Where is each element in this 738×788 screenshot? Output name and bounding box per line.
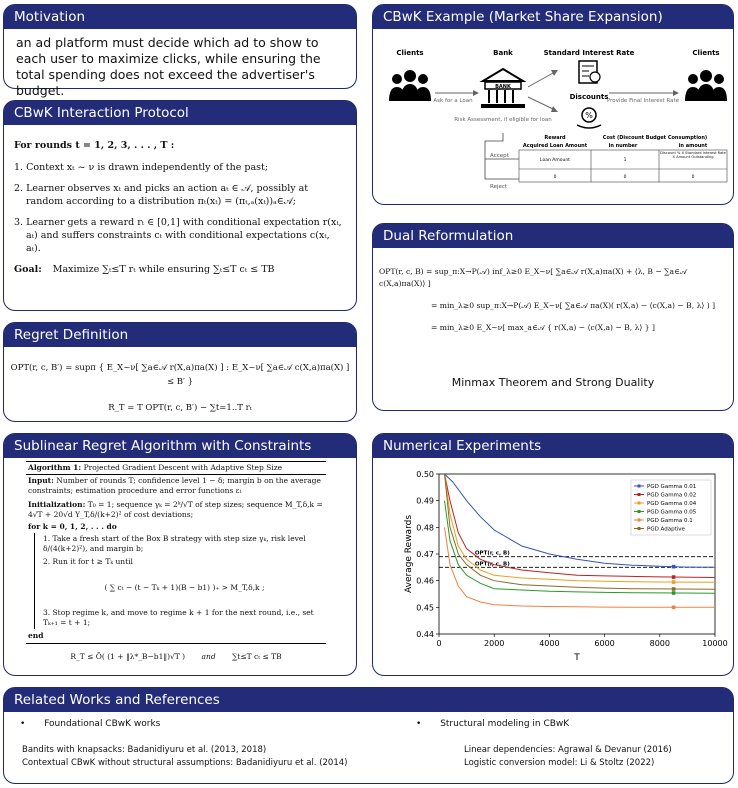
- related-right-item-2: Logistic conversion model: Li & Stoltz (2022): [464, 758, 655, 768]
- regret-equation-opt: OPT(r, c, B′) = supπ { E_X~ν[ ∑a∈𝒜 r(X,a)πa(X) ] : E_X~ν[ ∑a∈𝒜 c(X,a)πa(X) ] ≤ B′ }: [10, 363, 350, 387]
- dual-title: Dual Reformulation: [373, 224, 733, 248]
- algorithm-caption-label: Algorithm 1:: [28, 463, 82, 472]
- reward-subheader: Acquired Loan Amount: [522, 143, 588, 149]
- legend-marker: [638, 527, 641, 530]
- protocol-title: CBwK Interaction Protocol: [4, 101, 356, 125]
- numerical-panel: [372, 433, 734, 676]
- series-end-marker: [672, 565, 676, 569]
- table-cell-discount-formula: Discount % X Standard Interest Rate X Amount Outstanding: [660, 151, 726, 160]
- y-tick-label: 0.49: [416, 496, 434, 506]
- dual-equation-1: OPT(r, c, B) = sup_π:X→P(𝒜) inf_λ≥0 E_X~ν[ ∑a∈𝒜 r(X,a)πa(X) + ⟨λ, B − ∑a∈𝒜 c(X,a)πa(X)⟩ ]: [379, 267, 687, 288]
- regret-equation-rt: R_T = T OPT(r, c, B′) − ∑t=1..T rₜ: [108, 403, 252, 413]
- algorithm-init: T₀ = 1; sequence γₖ = 2ᵏ/√T of step sizes; sequence M_T,δ,k = 4√T + 20√d Υ_T,δ/(k+2)² of cost deviations;: [28, 500, 323, 519]
- y-axis-label: Average Rewards: [404, 514, 414, 594]
- dual-equation-2: = min_λ≥0 sup_π:X→P(𝒜) E_X~ν[ ∑a∈𝒜 πa(X)( r(X,a) − ⟨c(X,a) − B, λ⟩ ) ]: [431, 301, 716, 310]
- series-end-marker: [672, 587, 676, 591]
- x-tick-label: 6000: [594, 639, 615, 648]
- bank-sign: BANK: [495, 84, 511, 90]
- legend-label: PGD Gamma 0.02: [647, 492, 697, 499]
- algorithm-end: end: [26, 629, 326, 644]
- provide-final-label: Provide Final Interest Rate: [606, 98, 680, 104]
- motivation-title: Motivation: [4, 5, 356, 29]
- reject-label: Reject: [490, 184, 508, 190]
- protocol-step-3: 3. Learner gets a reward rₜ ∈ [0,1] with conditional expectation r(xₜ, aₜ) and suffers constraints cₜ with conditional expectations c(xₜ, aₜ).: [14, 217, 342, 254]
- table-cell-zero-a: 0: [553, 175, 557, 180]
- algorithm-step-3: 3. Stop regime k, and move to regime k + 1 for the next round, i.e., set Tₖ₊₁ = t + 1;: [43, 608, 314, 627]
- algorithm-condition: ( ∑ cₜ − (t − Tₖ + 1)(B − b1) )₊ > M_T,δ,k ;: [104, 583, 265, 592]
- bank-label: Bank: [493, 49, 513, 57]
- x-tick-label: 2000: [484, 639, 505, 648]
- related-left-item-1: Bandits with knapsacks: Badanidiyuru et al. (2013, 2018): [22, 745, 267, 755]
- algorithm-step-1: 1. Take a fresh start of the Box B strategy with step size γₖ, risk level δ/(4(k+2)²), and margin b;: [43, 534, 306, 553]
- table-cell-loan-amount: Loan Amount: [540, 158, 570, 163]
- example-panel: [372, 4, 734, 205]
- legend-marker: [638, 493, 641, 496]
- bound-constraint: ∑t≤T cₜ ≤ TB: [232, 652, 282, 661]
- related-title: Related Works and References: [4, 688, 733, 712]
- legend-marker: [638, 485, 641, 488]
- protocol-step-2: 2. Learner observes xₜ and picks an action aₜ ∈ 𝒜, possibly at random according to a distribution πₜ(xₜ) = (πₜ,ₐ(xₜ))ₐ∈𝒜;: [14, 183, 309, 207]
- algorithm-init-label: Initialization:: [28, 500, 86, 509]
- y-tick-label: 0.45: [416, 603, 434, 613]
- legend-marker: [638, 510, 641, 513]
- y-tick-label: 0.44: [416, 630, 434, 639]
- x-tick-label: 10000: [702, 639, 728, 648]
- protocol-step-1: 1. Context xₜ ~ ν is drawn independently of the past;: [14, 162, 269, 173]
- table-cell-one: 1: [623, 158, 627, 163]
- example-diagram: [373, 29, 735, 205]
- x-tick-label: 0: [436, 639, 442, 648]
- algorithm-input-label: Input:: [28, 476, 54, 485]
- x-tick-label: 4000: [539, 639, 560, 648]
- y-tick-label: 0.46: [416, 576, 434, 586]
- dual-equation-3: = min_λ≥0 E_X~ν[ max_a∈𝒜 { r(X,a) − ⟨c(X,a) − B, λ⟩ } ]: [431, 323, 655, 332]
- motivation-panel: [3, 4, 357, 98]
- x-axis-label: T: [574, 653, 580, 663]
- legend-label: PGD Adaptive: [647, 526, 685, 533]
- related-right-bullet-dot: •: [416, 719, 422, 729]
- example-title: CBwK Example (Market Share Expansion): [373, 5, 733, 29]
- x-tick-label: 8000: [649, 639, 670, 648]
- rewards-chart: [373, 458, 733, 676]
- cost-subheader-number: in number: [608, 143, 638, 149]
- algorithm-panel: [3, 433, 357, 676]
- bound-and: and: [201, 652, 216, 661]
- standard-rate-label: Standard Interest Rate: [543, 49, 635, 57]
- series-end-marker: [672, 591, 676, 595]
- standard-rate-icon: [579, 61, 600, 83]
- algorithm-title: Sublinear Regret Algorithm with Constraints: [4, 434, 356, 458]
- legend-label: PGD Gamma 0.04: [647, 501, 697, 507]
- numerical-title: Numerical Experiments: [373, 434, 733, 458]
- algorithm-step-2: 2. Run it for t ≥ Tₖ until: [43, 557, 133, 566]
- clients-left-icon: [389, 70, 431, 101]
- cost-header: Cost (Discount Budget Consumption): [602, 135, 708, 141]
- legend-marker: [638, 502, 641, 505]
- ask-loan-label: Ask for a Loan: [433, 98, 473, 104]
- discount-icon: [577, 108, 601, 128]
- opt-reference-label: OPT(r, c, B): [474, 550, 510, 557]
- regret-title: Regret Definition: [4, 323, 356, 347]
- goal-label: Goal:: [14, 264, 42, 275]
- regret-panel: [3, 322, 357, 422]
- related-left-bullet-dot: •: [20, 719, 26, 729]
- dual-panel: [372, 223, 734, 411]
- goal-text: Maximize ∑ₜ≤T rₜ while ensuring ∑ₜ≤T cₜ ≤ TB: [52, 264, 275, 275]
- algorithm-caption: Projected Gradient Descent with Adaptive Step Size: [83, 463, 283, 472]
- y-tick-label: 0.50: [416, 470, 434, 479]
- clients-left-label: Clients: [396, 49, 424, 57]
- series-end-marker: [672, 606, 676, 610]
- svg-text:%: %: [585, 111, 593, 120]
- algorithm-input: Number of rounds T; confidence level 1 − δ; margin b on the average constraints; estimation procedure and error functions εₜ: [28, 476, 321, 495]
- dual-caption: Minmax Theorem and Strong Duality: [451, 376, 655, 389]
- discounts-label: Discounts: [569, 93, 609, 101]
- related-panel: [3, 687, 734, 784]
- clients-right-icon: [685, 70, 727, 101]
- legend-label: PGD Gamma 0.05: [647, 509, 697, 516]
- risk-label: Risk Assessment, if eligible for loan: [454, 117, 552, 123]
- related-left-bullet: Foundational CBwK works: [44, 719, 161, 729]
- cost-subheader-amount: in amount: [678, 143, 708, 149]
- table-cell-zero-b: 0: [623, 175, 627, 180]
- table-cell-zero-c: 0: [691, 175, 695, 180]
- y-tick-label: 0.47: [416, 550, 434, 559]
- series-end-marker: [672, 580, 676, 584]
- related-right-item-1: Linear dependencies: Agrawal & Devanur (2016): [464, 745, 672, 755]
- protocol-rounds: For rounds t = 1, 2, 3, . . . , T :: [14, 140, 175, 151]
- legend-label: PGD Gamma 0.1: [647, 518, 693, 524]
- related-left-item-2: Contextual CBwK without structural assumptions: Badanidiyuru et al. (2014): [22, 758, 348, 768]
- opt-reference-label: OPT(r, c, B): [474, 561, 510, 568]
- series-end-marker: [672, 575, 676, 579]
- bound-regret: R_T ≤ Õ( (1 + ‖λ*_B−b1‖)√T ): [70, 652, 186, 661]
- y-tick-label: 0.48: [416, 523, 434, 533]
- related-right-bullet: Structural modeling in CBwK: [440, 719, 570, 729]
- legend-marker: [638, 519, 641, 522]
- algorithm-for-line: for k = 0, 1, 2, . . . do: [28, 522, 117, 531]
- legend-label: PGD Gamma 0.01: [647, 484, 697, 490]
- protocol-panel: [3, 100, 357, 311]
- motivation-text: an ad platform must decide which ad to show to each user to maximize clicks, while ensuring the total spending does not exceed the advertiser's budget.: [16, 35, 321, 98]
- clients-right-label: Clients: [692, 49, 720, 57]
- reward-header: Reward: [544, 135, 566, 141]
- accept-label: Accept: [490, 153, 509, 159]
